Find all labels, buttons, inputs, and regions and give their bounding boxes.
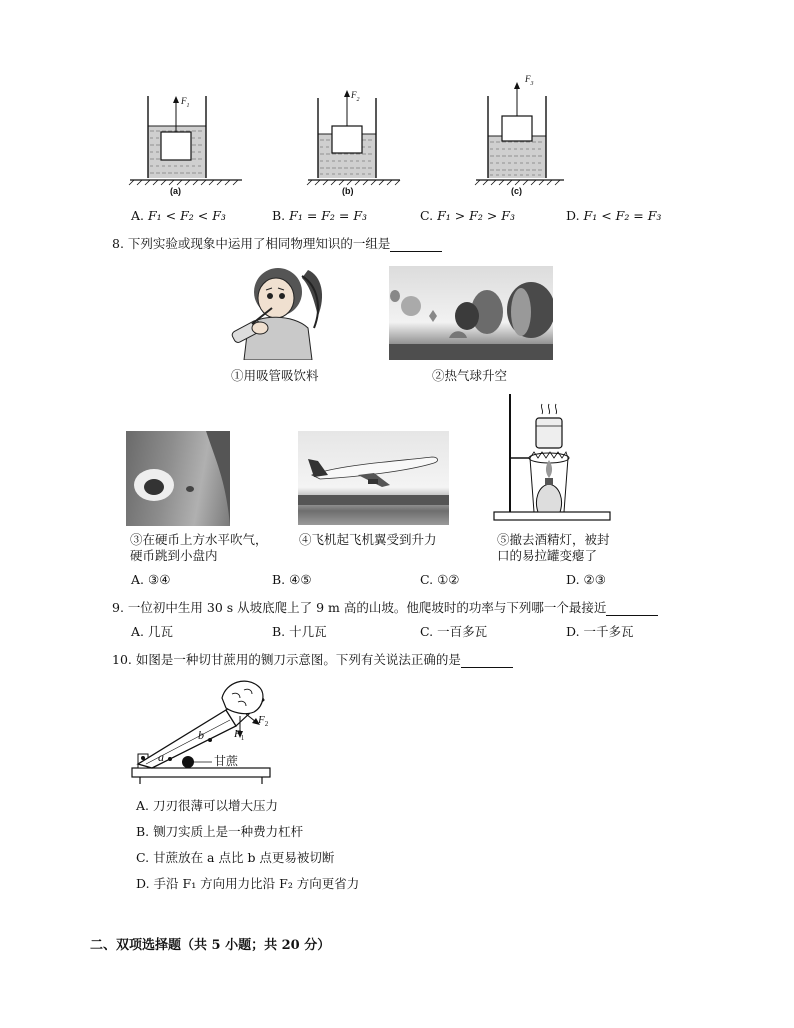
q10-label-F2: $F_2$ [258, 714, 269, 729]
q10-option-d: D. 手沿 F₁ 方向用力比沿 F₂ 方向更省力 [136, 876, 360, 891]
q7-option-b: B. F₁ = F₂ = F₃ [272, 208, 368, 223]
section-2-heading: 二、双项选择题（共 5 小题；共 20 分） [90, 938, 331, 953]
q8-caption-5a: ⑤撤去酒精灯，被封 [497, 532, 610, 547]
q8-option-b: B. ④⑤ [272, 572, 312, 587]
q8-caption-3a: ③在硬币上方水平吹气， [130, 532, 268, 547]
q8-option-c: C. ①② [420, 572, 460, 587]
q8-caption-5b: 口的易拉罐变瘪了 [497, 548, 598, 563]
q8-image-alcohol-lamp-can [490, 390, 614, 526]
q7-force-label-c: $F_3$ [525, 74, 534, 87]
q8-image-hot-air-balloons [389, 266, 553, 360]
q8-answer-blank [390, 239, 442, 252]
q7-figure-c [468, 76, 588, 202]
q8-image-straw-girl [218, 256, 330, 360]
q10-figure-guillotine [126, 672, 286, 788]
q10-stem: 10. 如图是一种切甘蔗用的铡刀示意图。下列有关说法正确的是 [112, 652, 513, 668]
q9-option-b: B. 十几瓦 [272, 624, 327, 639]
q8-caption-1: ①用吸管吸饮料 [231, 368, 319, 383]
q7-caption-c: (c) [511, 186, 522, 196]
q8-caption-4: ④飞机起飞机翼受到升力 [299, 532, 437, 547]
q7-caption-a: (a) [170, 186, 181, 196]
q10-label-a: a [158, 750, 164, 764]
q7-force-label-a: $F_1$ [181, 96, 190, 109]
q9-stem: 9. 一位初中生用 30 s 从坡底爬上了 9 m 高的山坡。他爬坡时的功率与下列哪一个最接近 [112, 600, 658, 616]
q9-answer-blank [606, 603, 658, 616]
q9-option-a: A. 几瓦 [131, 624, 174, 639]
q8-image-airplane [298, 431, 449, 525]
q9-option-c: C. 一百多瓦 [420, 624, 488, 639]
q8-option-d: D. ②③ [566, 572, 606, 587]
q7-force-label-b: $F_2$ [351, 90, 360, 103]
q9-option-d: D. 一千多瓦 [566, 624, 634, 639]
q7-option-a: A. F₁ < F₂ < F₃ [131, 208, 226, 223]
q8-caption-3b: 硬币跳到小盘内 [130, 548, 218, 563]
q10-option-c: C. 甘蔗放在 a 点比 b 点更易被切断 [136, 850, 335, 865]
q7-option-d: D. F₁ < F₂ = F₃ [566, 208, 662, 223]
q7-option-c: C. F₁ > F₂ > F₃ [420, 208, 515, 223]
q8-image-coin-dish [126, 431, 230, 526]
q10-label-sugarcane: 甘蔗 [214, 754, 239, 768]
q8-stem: 8. 下列实验或现象中运用了相同物理知识的一组是 [112, 236, 442, 252]
q10-option-a: A. 刀刃很薄可以增大压力 [136, 798, 279, 813]
q8-option-a: A. ③④ [131, 572, 171, 587]
q10-answer-blank [461, 655, 513, 668]
q7-figure-b [290, 86, 410, 202]
q7-caption-b: (b) [342, 186, 354, 196]
q10-label-F1: $F_1$ [234, 728, 245, 743]
q10-option-b: B. 铡刀实质上是一种费力杠杆 [136, 824, 304, 839]
q8-caption-2: ②热气球升空 [432, 368, 508, 383]
q10-label-b: b [198, 728, 204, 742]
